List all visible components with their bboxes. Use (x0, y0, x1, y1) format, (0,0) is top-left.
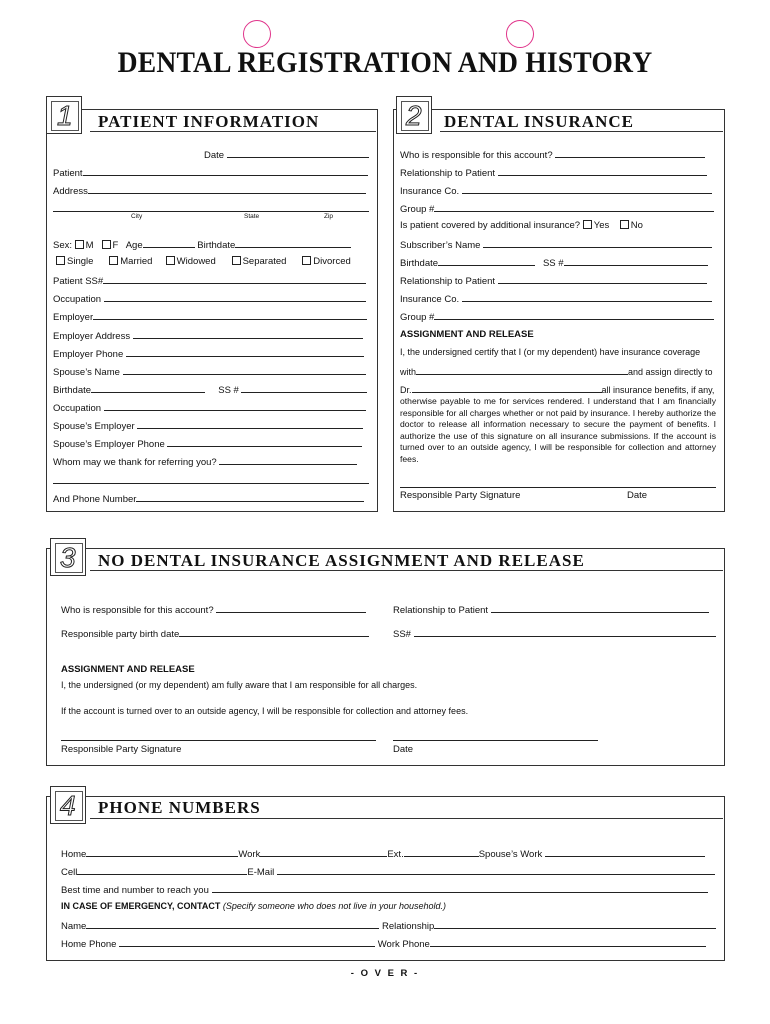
svg-text:1: 1 (57, 100, 73, 130)
section-3-icon (56, 542, 82, 572)
ni-date-line[interactable] (393, 731, 598, 744)
ni-birthdate-field[interactable]: Responsible party birth date (61, 627, 369, 640)
employer-address-field[interactable]: Employer Address (53, 329, 363, 342)
address-field[interactable]: Address (53, 184, 366, 197)
best-time-field[interactable]: Best time and number to reach you (61, 883, 708, 896)
ni-signature-line[interactable] (61, 731, 376, 744)
section-number-badge-2 (396, 96, 432, 134)
spouse-birthdate-field[interactable] (91, 383, 205, 393)
sex-age-birthdate-row: Sex: M F Age Birthdate (53, 238, 351, 251)
section-number-badge-1 (46, 96, 82, 134)
ins-assignment-paragraph: otherwise payable to me for services rendered. I understand that I am financially responsible for all charges whether or not paid by insurance. I hereby authorize the doctor to release all information necessary to secure the payment of benefits. I authorize the use of this signature on all insurance submissions. If the account is turned over to an outside agency, I will be responsible for collection and attorney fees. (400, 396, 716, 464)
emergency-relationship-field[interactable] (434, 919, 716, 929)
referral-phone-field[interactable]: And Phone Number (53, 492, 364, 505)
zip-label: Zip (324, 213, 334, 220)
over-footer: - O V E R - (350, 968, 420, 979)
subscriber-name-field[interactable]: Subscriber’s Name (400, 238, 712, 251)
spouse-employer-phone-field[interactable]: Spouse’s Employer Phone (53, 437, 362, 450)
patient-ss-field[interactable]: Patient SS# (53, 274, 366, 287)
section-heading-phone-numbers: PHONE NUMBERS (98, 798, 261, 817)
ins-assignment-line1: I, the undersigned certify that I (or my dependent) have insurance coverage (400, 347, 701, 357)
widowed-checkbox[interactable] (166, 256, 175, 265)
section-heading-no-insurance: NO DENTAL INSURANCE ASSIGNMENT AND RELEASE (98, 551, 585, 570)
work-phone-field[interactable] (260, 847, 387, 857)
emergency-row-1: Name Relationship (61, 919, 716, 932)
punch-hole-right (506, 20, 534, 48)
additional-yes-checkbox[interactable] (583, 220, 592, 229)
phone-row-1: Home Work Ext. Spouse’s Work (61, 847, 705, 860)
section-number-badge-3 (50, 538, 86, 576)
ins-doctor-field[interactable]: Dr. all insurance benefits, if any, (400, 385, 715, 395)
svg-text:2: 2 (406, 100, 422, 130)
married-checkbox[interactable] (109, 256, 118, 265)
referral-field[interactable]: Whom may we thank for referring you? (53, 455, 357, 468)
svg-text:4: 4 (60, 790, 76, 820)
spouse-occupation-field[interactable]: Occupation (53, 401, 366, 414)
single-checkbox[interactable] (56, 256, 65, 265)
ins-company2-field[interactable]: Insurance Co. (400, 292, 712, 305)
additional-insurance-row: Is patient covered by additional insurance? Yes No (400, 220, 643, 231)
ni-relationship-field[interactable]: Relationship to Patient (393, 603, 709, 616)
ins-assignment-heading: ASSIGNMENT AND RELEASE (400, 329, 534, 340)
section-4-icon (56, 790, 82, 820)
city-state-zip-field[interactable] (53, 202, 369, 215)
ins-date-label: Date (627, 490, 648, 501)
home-phone-field[interactable] (86, 847, 238, 857)
emergency-home-phone-field[interactable] (119, 937, 375, 947)
ins-responsible-field[interactable]: Who is responsible for this account? (400, 148, 705, 161)
ins-group2-field[interactable]: Group # (400, 310, 714, 323)
phone-row-2: Cell E-Mail (61, 865, 715, 878)
ins-signature-label: Responsible Party Signature (400, 490, 521, 501)
emergency-heading: IN CASE OF EMERGENCY, CONTACT (Specify someone who does not live in your household.) (61, 901, 446, 911)
marital-status-row: Single Married Widowed Separated Divorced (56, 256, 351, 267)
ins-with-field[interactable]: with and assign directly to (400, 367, 713, 377)
ni-assignment-heading: ASSIGNMENT AND RELEASE (61, 664, 195, 675)
ins-relationship-field[interactable]: Relationship to Patient (400, 166, 707, 179)
punch-hole-left (243, 20, 271, 48)
separated-checkbox[interactable] (232, 256, 241, 265)
ins-company-field[interactable]: Insurance Co. (400, 184, 712, 197)
occupation-field[interactable]: Occupation (53, 292, 366, 305)
spouse-employer-field[interactable]: Spouse’s Employer (53, 419, 363, 432)
emergency-row-2: Home Phone Work Phone (61, 937, 706, 950)
cell-field[interactable] (77, 865, 247, 875)
section-number-badge-4 (50, 786, 86, 824)
ni-ss-field[interactable]: SS# (393, 627, 716, 640)
employer-phone-field[interactable]: Employer Phone (53, 347, 364, 360)
city-label: City (131, 213, 143, 220)
ni-date-label: Date (393, 744, 414, 755)
male-checkbox[interactable] (75, 240, 84, 249)
subscriber-birthdate-field[interactable] (438, 256, 535, 266)
spouse-name-field[interactable]: Spouse’s Name (53, 365, 366, 378)
svg-text:3: 3 (60, 542, 76, 572)
section-heading-dental-insurance: DENTAL INSURANCE (444, 112, 634, 131)
divorced-checkbox[interactable] (302, 256, 311, 265)
ins-group-field[interactable]: Group # (400, 202, 714, 215)
email-field[interactable] (277, 865, 715, 875)
date-field[interactable]: Date (204, 148, 369, 161)
additional-no-checkbox[interactable] (620, 220, 629, 229)
referral-extra-line[interactable] (53, 474, 369, 487)
spouse-ss-field[interactable] (241, 383, 367, 393)
birthdate-field[interactable] (235, 238, 351, 248)
female-checkbox[interactable] (102, 240, 111, 249)
patient-name-field[interactable]: Patient (53, 166, 368, 179)
age-field[interactable] (143, 238, 195, 248)
subscriber-ss-field[interactable] (564, 256, 708, 266)
ni-responsible-field[interactable]: Who is responsible for this account? (61, 603, 366, 616)
employer-field[interactable]: Employer (53, 310, 367, 323)
emergency-name-field[interactable] (86, 919, 379, 929)
spouse-birthdate-ss-row: Birthdate SS # (53, 383, 367, 396)
ni-signature-label: Responsible Party Signature (61, 744, 182, 755)
ni-assignment-line1: I, the undersigned (or my dependent) am fully aware that I am responsible for all charges. (61, 680, 418, 690)
ni-assignment-line2: If the account is turned over to an outside agency, I will be responsible for collection and attorney fees. (61, 706, 469, 716)
ext-field[interactable] (404, 847, 479, 857)
spouse-work-field[interactable] (545, 847, 705, 857)
section-2-icon (402, 100, 428, 130)
emergency-work-phone-field[interactable] (430, 937, 706, 947)
ins-relationship2-field[interactable]: Relationship to Patient (400, 274, 707, 287)
subscriber-birthdate-ss-row: Birthdate SS # (400, 256, 708, 269)
section-heading-patient-information: PATIENT INFORMATION (98, 112, 320, 131)
section-1-icon (52, 100, 78, 130)
state-label: State (244, 213, 260, 220)
page-title: DENTAL REGISTRATION AND HISTORY (117, 46, 653, 79)
